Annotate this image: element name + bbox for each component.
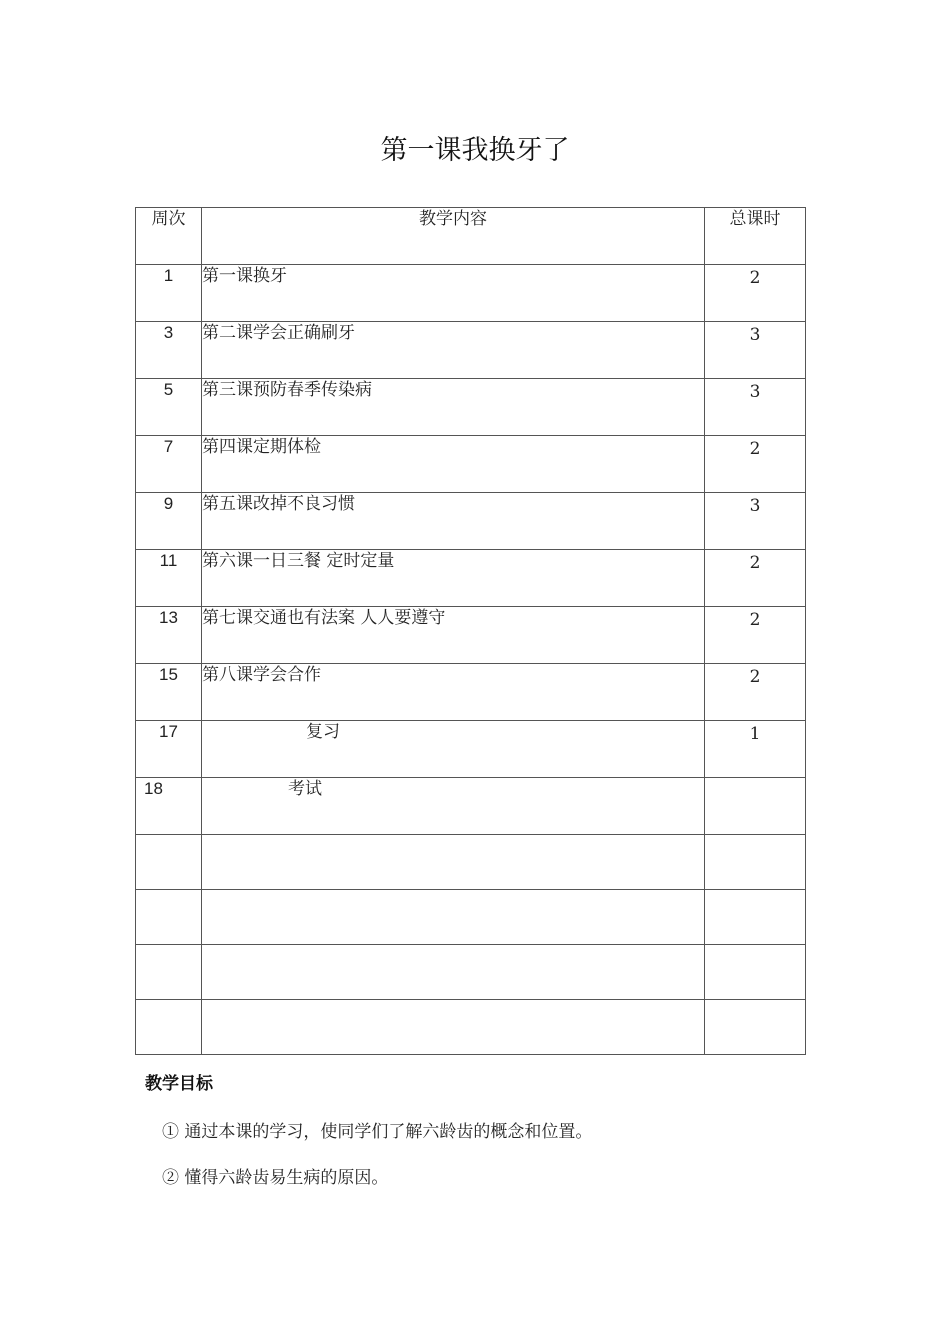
empty-cell — [202, 890, 705, 945]
hours-cell: 3 — [705, 379, 806, 436]
empty-row — [136, 945, 806, 1000]
content-cell: 第二课学会正确刷牙 — [202, 322, 705, 379]
week-cell: 15 — [136, 664, 202, 721]
empty-row — [136, 890, 806, 945]
hours-cell: 3 — [705, 493, 806, 550]
empty-row — [136, 835, 806, 890]
table-row — [136, 322, 806, 379]
empty-cell — [202, 945, 705, 1000]
week-cell: 3 — [136, 322, 202, 379]
table-row — [136, 664, 806, 721]
schedule-table — [135, 207, 806, 1055]
hours-cell: 2 — [705, 607, 806, 664]
empty-cell — [705, 1000, 806, 1055]
header-content: 教学内容 — [202, 208, 705, 265]
content-cell: 第六课一日三餐 定时定量 — [202, 550, 705, 607]
week-cell: 13 — [136, 607, 202, 664]
header-hours: 总课时 — [705, 208, 806, 265]
table-row — [136, 379, 806, 436]
empty-cell — [136, 835, 202, 890]
goals-heading: 教学目标 — [145, 1074, 213, 1094]
table-row — [136, 436, 806, 493]
header-week: 周次 — [136, 208, 202, 265]
content-cell: 第七课交通也有法案 人人要遵守 — [202, 607, 705, 664]
page-title: 第一课我换牙了 — [380, 135, 570, 166]
empty-cell — [202, 835, 705, 890]
empty-cell — [136, 1000, 202, 1055]
empty-cell — [705, 835, 806, 890]
content-cell: 考试 — [202, 778, 705, 835]
content-cell: 第四课定期体检 — [202, 436, 705, 493]
hours-cell: 2 — [705, 265, 806, 322]
week-cell: 9 — [136, 493, 202, 550]
empty-cell — [136, 890, 202, 945]
table-row — [136, 607, 806, 664]
hours-cell: 1 — [705, 721, 806, 778]
hours-cell: 2 — [705, 550, 806, 607]
goal-item: ① 通过本课的学习，使同学们了解六龄齿的概念和位置。 — [162, 1122, 593, 1142]
week-cell: 1 — [136, 265, 202, 322]
empty-cell — [202, 1000, 705, 1055]
week-cell: 5 — [136, 379, 202, 436]
empty-cell — [705, 945, 806, 1000]
week-cell: 18 — [136, 778, 202, 835]
empty-row — [136, 1000, 806, 1055]
hours-cell — [705, 778, 806, 835]
week-cell: 7 — [136, 436, 202, 493]
goal-item: ② 懂得六龄齿易生病的原因。 — [162, 1168, 389, 1188]
table-row — [136, 265, 806, 322]
empty-cell — [705, 890, 806, 945]
content-cell: 第三课预防春季传染病 — [202, 379, 705, 436]
content-cell: 第一课换牙 — [202, 265, 705, 322]
week-cell: 17 — [136, 721, 202, 778]
content-cell: 复习 — [202, 721, 705, 778]
table-row — [136, 778, 806, 835]
hours-cell: 2 — [705, 664, 806, 721]
table-row — [136, 493, 806, 550]
content-cell: 第八课学会合作 — [202, 664, 705, 721]
hours-cell: 2 — [705, 436, 806, 493]
table-row — [136, 550, 806, 607]
content-cell: 第五课改掉不良习惯 — [202, 493, 705, 550]
hours-cell: 3 — [705, 322, 806, 379]
week-cell: 11 — [136, 550, 202, 607]
table-row — [136, 721, 806, 778]
table-header-row — [136, 208, 806, 265]
empty-cell — [136, 945, 202, 1000]
